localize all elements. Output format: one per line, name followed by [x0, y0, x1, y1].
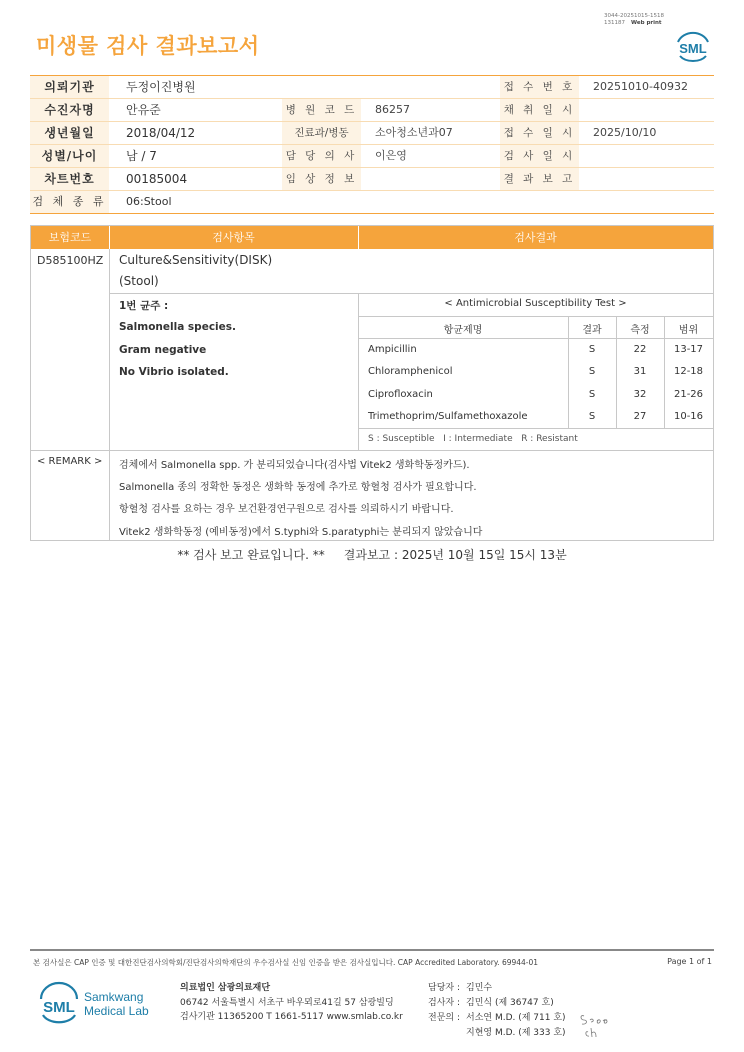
test-item-name: Culture&Sensitivity(DISK)	[119, 253, 273, 267]
remark-line: 항혈청 검사를 요하는 경우 보건환경연구원으로 검사를 의뢰하시기 바랍니다.	[119, 504, 454, 515]
accreditation-note: 본 검사실은 CAP 인증 및 대한진단검사의학회/진단검사의학재단의 우수검사실 신임 인증을 받은 검사실입니다. CAP Accredited Laboratory. 69944-01	[33, 958, 539, 967]
ast-range: 13-17	[673, 344, 704, 355]
result-table-header	[31, 226, 713, 249]
web-print-stamp	[604, 13, 664, 27]
ast-header-range: 범위	[678, 325, 699, 336]
ast-measure: 22	[633, 344, 647, 355]
label-result-report: 결 과 보 고	[500, 168, 579, 190]
ast-drug: Ampicillin	[368, 344, 417, 355]
ast-measure: 27	[633, 411, 647, 422]
label-patient-name: 수진자명	[30, 99, 109, 121]
ast-range: 21-26	[673, 389, 704, 400]
label-specimen-type: 검 체 종 류	[30, 191, 109, 213]
sml-logo	[672, 26, 714, 64]
ast-range: 12-18	[673, 366, 704, 377]
page-number: Page 1 of 1	[667, 957, 712, 966]
staff-list	[428, 981, 566, 1041]
ast-result: S	[588, 366, 596, 377]
value-specimen-type: 06:Stool	[126, 195, 172, 208]
remark-line: Salmonella 종의 정확한 동정은 생화학 동정에 추가로 항혈청 검사가 필요합니다.	[119, 482, 477, 493]
value-chart-number: 00185004	[126, 172, 188, 186]
info-row	[30, 145, 714, 168]
value-birth-date: 2018/04/12	[126, 126, 196, 140]
staff-name: 서소연 M.D. (제 711 호)	[466, 1013, 566, 1023]
organization-address: 06742 서울특별시 서초구 바우뫼로41길 57 삼광빌딩	[180, 997, 394, 1008]
ast-drug: Chloramphenicol	[368, 366, 453, 377]
ast-header-measure: 측정	[630, 325, 650, 336]
staff-name: 지현영 M.D. (제 333 호)	[466, 1028, 566, 1038]
staff-name: 김민수	[466, 983, 493, 993]
label-birth-date: 생년월일	[30, 122, 109, 144]
samkwang-logo-text: SML	[43, 999, 75, 1016]
organization-title: 의료법인 삼광의료재단	[180, 983, 271, 993]
report-complete-status: ** 검사 보고 완료입니다. ** 결과보고 : 2025년 10월 15일 15시 13분	[177, 548, 567, 562]
staff-name: 김민식 (제 36747 호)	[466, 998, 554, 1008]
organism-name: Salmonella species.	[119, 321, 237, 333]
label-department: 진료과/병동	[282, 122, 361, 144]
brand-line-2: Medical Lab	[84, 1004, 149, 1018]
ast-drug: Ciprofloxacin	[368, 389, 433, 400]
web-print-id: 3044-20251015-1518	[604, 13, 664, 19]
header-test-result: 검사결과	[514, 231, 557, 244]
remark-line: Vitek2 생화학동정 (예비동정)에서 S.typhi와 S.paratyphi는 분리되지 않았습니다	[119, 527, 483, 538]
ast-measure: 32	[633, 389, 647, 400]
staff-role: 검사자 :	[428, 998, 460, 1008]
ast-drug: Trimethoprim/Sulfamethoxazole	[368, 411, 528, 422]
brand-name	[84, 990, 149, 1018]
info-row	[30, 122, 714, 145]
web-print-label: Web print	[631, 20, 662, 26]
label-test-date: 검 사 일 시	[500, 145, 579, 167]
report-title: 미생물 검사 결과보고서	[36, 34, 260, 58]
value-department: 소아청소년과07	[375, 126, 453, 139]
ast-header-result: 결과	[582, 325, 602, 336]
label-clinical-info: 임 상 정 보	[282, 168, 361, 190]
label-hospital-code: 병 원 코 드	[282, 99, 361, 121]
label-collection-date: 채 취 일 시	[500, 99, 579, 121]
value-attending-doctor: 이은영	[375, 149, 407, 162]
value-accession-number: 20251010-40932	[593, 80, 688, 93]
label-sex-age: 성별/나이	[30, 145, 109, 167]
ast-title: < Antimicrobial Susceptibility Test >	[444, 298, 627, 309]
ast-result: S	[588, 389, 596, 400]
label-requesting-institution: 의뢰기관	[30, 76, 109, 98]
info-row	[30, 99, 714, 122]
ast-header-drug: 항균제명	[443, 325, 483, 336]
info-row	[30, 168, 714, 191]
label-chart-number: 차트번호	[30, 168, 109, 190]
value-received-date: 2025/10/10	[593, 126, 657, 139]
organism-gram: Gram negative	[119, 344, 207, 356]
insurance-code: D585100HZ	[37, 254, 104, 267]
ast-measure: 31	[633, 366, 647, 377]
staff-role: 전문의 :	[428, 1013, 460, 1023]
organization-contact: 검사기관 11365200 T 1661-5117 www.smlab.co.kr	[180, 1012, 403, 1022]
header-test-item: 검사항목	[212, 231, 255, 244]
sml-logo-text: SML	[679, 41, 707, 56]
samkwang-logo	[36, 981, 82, 1025]
info-row	[30, 76, 714, 99]
patient-info-table	[30, 75, 714, 214]
result-table	[30, 225, 714, 541]
value-patient-name: 안유준	[126, 103, 161, 117]
staff-role: 담당자 :	[428, 983, 460, 993]
ast-legend: S : Susceptible I : Intermediate R : Resistant	[368, 434, 578, 444]
organism-heading: 1번 균주 :	[119, 300, 169, 312]
remark-label: < REMARK >	[37, 456, 103, 467]
info-row	[30, 191, 714, 214]
value-requesting-institution: 두정이진병원	[126, 80, 196, 94]
organism-vibrio: No Vibrio isolated.	[119, 366, 229, 378]
ast-range: 10-16	[673, 411, 704, 422]
header-insurance-code: 보험코드	[48, 231, 92, 244]
organization-info	[180, 981, 403, 1025]
web-print-code: 131187	[604, 20, 625, 26]
ast-result: S	[588, 411, 596, 422]
value-sex-age: 남 / 7	[126, 149, 157, 163]
signature	[578, 1010, 612, 1040]
test-item-specimen: (Stool)	[119, 274, 159, 288]
footer-divider	[30, 949, 714, 951]
label-accession-number: 접 수 번 호	[500, 76, 579, 98]
ast-result: S	[588, 344, 596, 355]
value-hospital-code: 86257	[375, 103, 410, 116]
label-attending-doctor: 담 당 의 사	[282, 145, 361, 167]
label-received-date: 접 수 일 시	[500, 122, 579, 144]
brand-line-1: Samkwang	[84, 990, 144, 1004]
remark-line: 검체에서 Salmonella spp. 가 분리되었습니다(검사법 Vitek2 생화학동정카드).	[119, 460, 470, 471]
